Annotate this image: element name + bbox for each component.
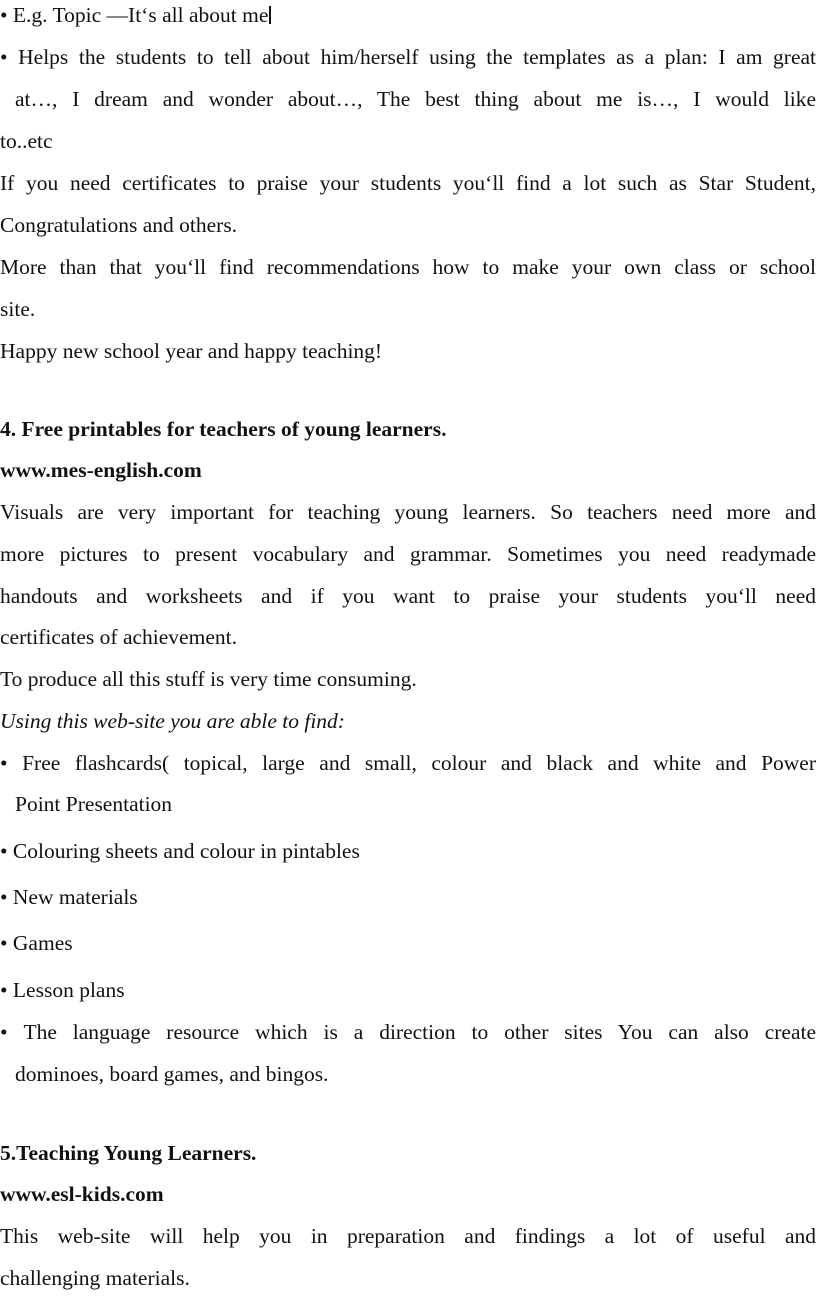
- section4-para1-line1: Visuals are very important for teaching young learners. So teachers need more and: [0, 500, 816, 524]
- bullet-new-materials: • New materials: [0, 884, 816, 910]
- recommendations-line2: site.: [0, 297, 36, 321]
- bullet-colouring: • Colouring sheets and colour in pintables: [0, 838, 816, 864]
- certificates-line1: If you need certificates to praise your students you‘ll find a lot such as Star Student,: [0, 171, 816, 195]
- bullet-lesson-plans: • Lesson plans: [0, 977, 816, 1003]
- section4-find-intro: Using this web-site you are able to find:: [0, 709, 345, 733]
- topic-example-text: E.g. Topic ―It‘s all about me: [12, 3, 269, 27]
- bullet-language-line1: • The language resource which is a direction to other sites You can also create: [0, 1019, 816, 1045]
- helps-bullet-line2: at…, I dream and wonder about…, The best thing about me is…, I would like: [15, 87, 816, 111]
- section4-para1-line3: handouts and worksheets and if you want to praise your students you‘ll need: [0, 584, 816, 608]
- recommendations-line1: More than that you‘ll find recommendations how to make your own class or school: [0, 255, 816, 279]
- helps-bullet-line1: • Helps the students to tell about him/herself using the templates as a plan: I am great: [0, 44, 816, 70]
- bullet-flashcards-line1: • Free flashcards( topical, large and small, colour and black and white and Power: [0, 750, 816, 776]
- section4-para2: To produce all this stuff is very time consuming.: [0, 667, 417, 691]
- section4-heading: 4. Free printables for teachers of young learners.: [0, 417, 447, 441]
- closing-line: Happy new school year and happy teaching!: [0, 339, 383, 363]
- section4-para1-line4: certificates of achievement.: [0, 625, 237, 649]
- section4-para1-line2: more pictures to present vocabulary and grammar. Sometimes you need readymade: [0, 542, 816, 566]
- section5-para-line1: This web-site will help you in preparation and findings a lot of useful and: [0, 1224, 816, 1248]
- section5-url[interactable]: www.esl-kids.com: [0, 1182, 164, 1206]
- bullet-games: • Games: [0, 930, 816, 956]
- topic-example-bullet: [0, 2, 816, 28]
- text-cursor: [269, 6, 271, 24]
- bullet-flashcards-line2: Point Presentation: [15, 792, 173, 816]
- section4-url[interactable]: www.mes-english.com: [0, 458, 202, 482]
- certificates-line2: Congratulations and others.: [0, 213, 238, 237]
- section5-para-line2: challenging materials.: [0, 1266, 190, 1290]
- helps-bullet-line3: to..etc: [0, 129, 53, 153]
- bullet-language-line2: dominoes, board games, and bingos.: [15, 1062, 329, 1086]
- section5-heading: 5.Teaching Young Learners.: [0, 1141, 257, 1165]
